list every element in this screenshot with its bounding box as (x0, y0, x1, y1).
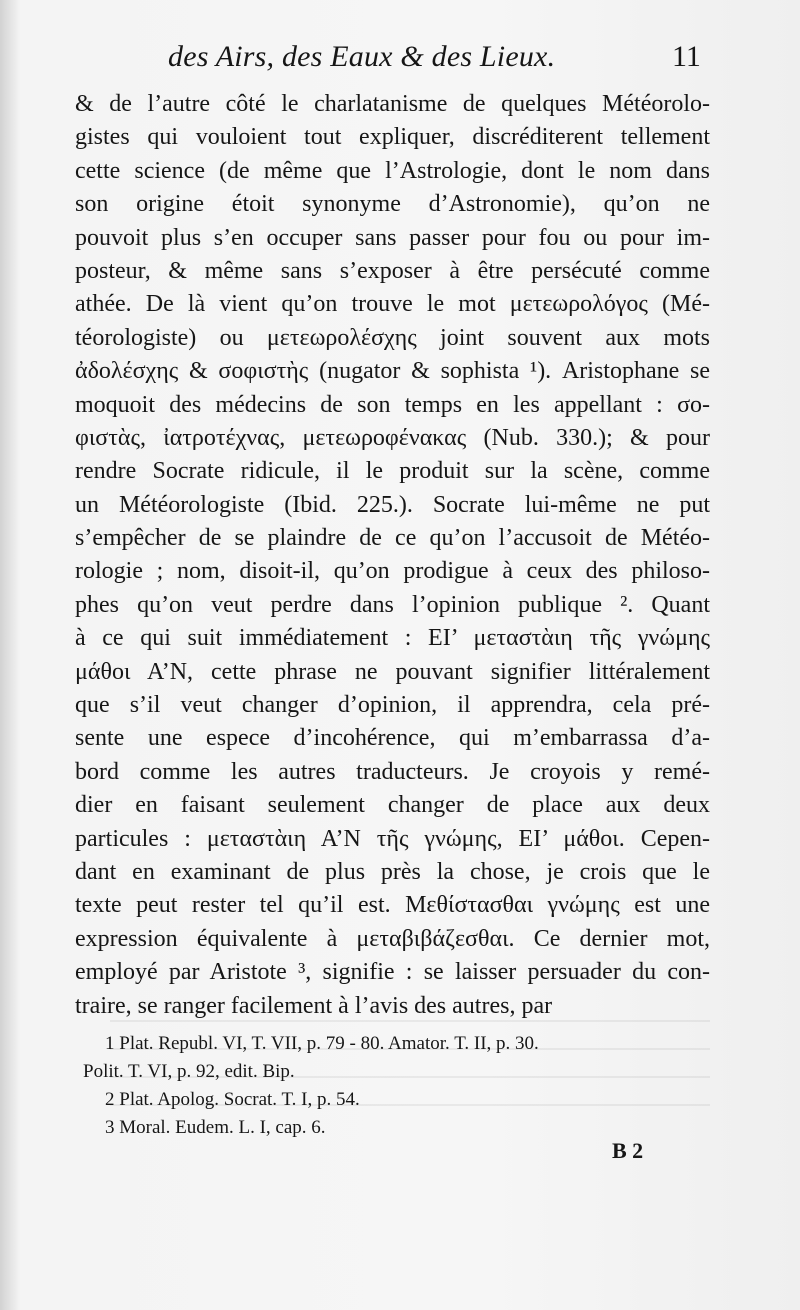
text-line: dier en faisant seulement changer de place aux deux (75, 792, 710, 819)
text-line: gistes qui vouloient tout expliquer, discréditerent tellement (75, 124, 710, 151)
text-line: à ce qui suit immédiatement : ΕΙ’ μεταστὰιη τῆς γνώμης (75, 625, 710, 652)
main-text (75, 88, 710, 1023)
text-line: texte peut rester tel qu’il est. Μεθίστασθαι γνώμης est une (75, 892, 710, 919)
text-line: & de l’autre côté le charlatanisme de quelques Météorolo- (75, 91, 710, 117)
text-line: μάθοι Α’Ν, cette phrase ne pouvant signifier littéralement (75, 658, 710, 685)
footnote-line: 3 Moral. Eudem. L. I, cap. 6. (105, 1117, 326, 1138)
text-line: traire, se ranger facilement à l’avis des autres, par (75, 992, 553, 1019)
page-header (0, 38, 800, 78)
text-line: pouvoit plus s’en occuper sans passer pour fou ou pour im- (75, 224, 710, 251)
text-line: dant en examinant de plus près la chose, je crois que le (75, 858, 710, 885)
text-line: φιστὰς, ἰατροτέχνας, μετεωροφένακας (Nub. 330.); & pour (75, 424, 710, 451)
text-line: phes qu’on veut perdre dans l’opinion publique ². Quant (75, 591, 710, 618)
text-line: rendre Socrate ridicule, il le produit sur la scène, comme (75, 458, 710, 485)
footnotes (83, 1030, 715, 1142)
text-line: son origine étoit synonyme d’Astronomie), qu’on ne (75, 191, 710, 218)
text-line: posteur, & même sans s’exposer à être persécuté comme (75, 257, 710, 284)
text-line: sente une espece d’incohérence, qui m’embarrassa d’a- (75, 725, 710, 752)
page-number: 11 (672, 40, 701, 73)
text-line: que s’il veut changer d’opinion, il apprendra, cela pré- (75, 692, 710, 719)
text-line: moquoit des médecins de son temps en les appellant : σο- (75, 391, 710, 418)
text-line: employé par Aristote ³, signifie : se laisser persuader du con- (75, 959, 710, 986)
signature-mark: B 2 (612, 1138, 644, 1163)
footnote-line: Polit. T. VI, p. 92, edit. Bip. (83, 1061, 295, 1082)
text-line: cette science (de même que l’Astrologie, dont le nom dans (75, 157, 710, 184)
text-line: athée. De là vient qu’on trouve le mot μετεωρολόγος (Mé- (75, 291, 710, 318)
footnote-line: 2 Plat. Apolog. Socrat. T. I, p. 54. (105, 1089, 360, 1110)
text-line: particules : μεταστὰιη Α’Ν τῆς γνώμης, ΕΙ’ μάθοι. Cepen- (75, 825, 710, 852)
text-line: rologie ; nom, disoit-il, qu’on prodigue à ceux des philoso- (75, 558, 710, 585)
text-line: s’empêcher de se plaindre de ce qu’on l’accusoit de Météo- (75, 525, 710, 552)
text-line: un Météorologiste (Ibid. 225.). Socrate lui-même ne put (75, 491, 710, 518)
text-line: bord comme les autres traducteurs. Je croyois y remé- (75, 758, 710, 785)
text-line: ἀδολέσχης & σοφιστὴς (nugator & sophista ¹). Aristophane se (75, 358, 710, 385)
running-title: des Airs, des Eaux & des Lieux. (168, 40, 556, 73)
text-line: expression équivalente à μεταβιβάζεσθαι. Ce dernier mot, (75, 925, 710, 952)
text-line: téorologiste) ou μετεωρολέσχης joint souvent aux mots (75, 324, 710, 351)
footnote-line: 1 Plat. Republ. VI, T. VII, p. 79 - 80. Amator. T. II, p. 30. (105, 1033, 539, 1054)
